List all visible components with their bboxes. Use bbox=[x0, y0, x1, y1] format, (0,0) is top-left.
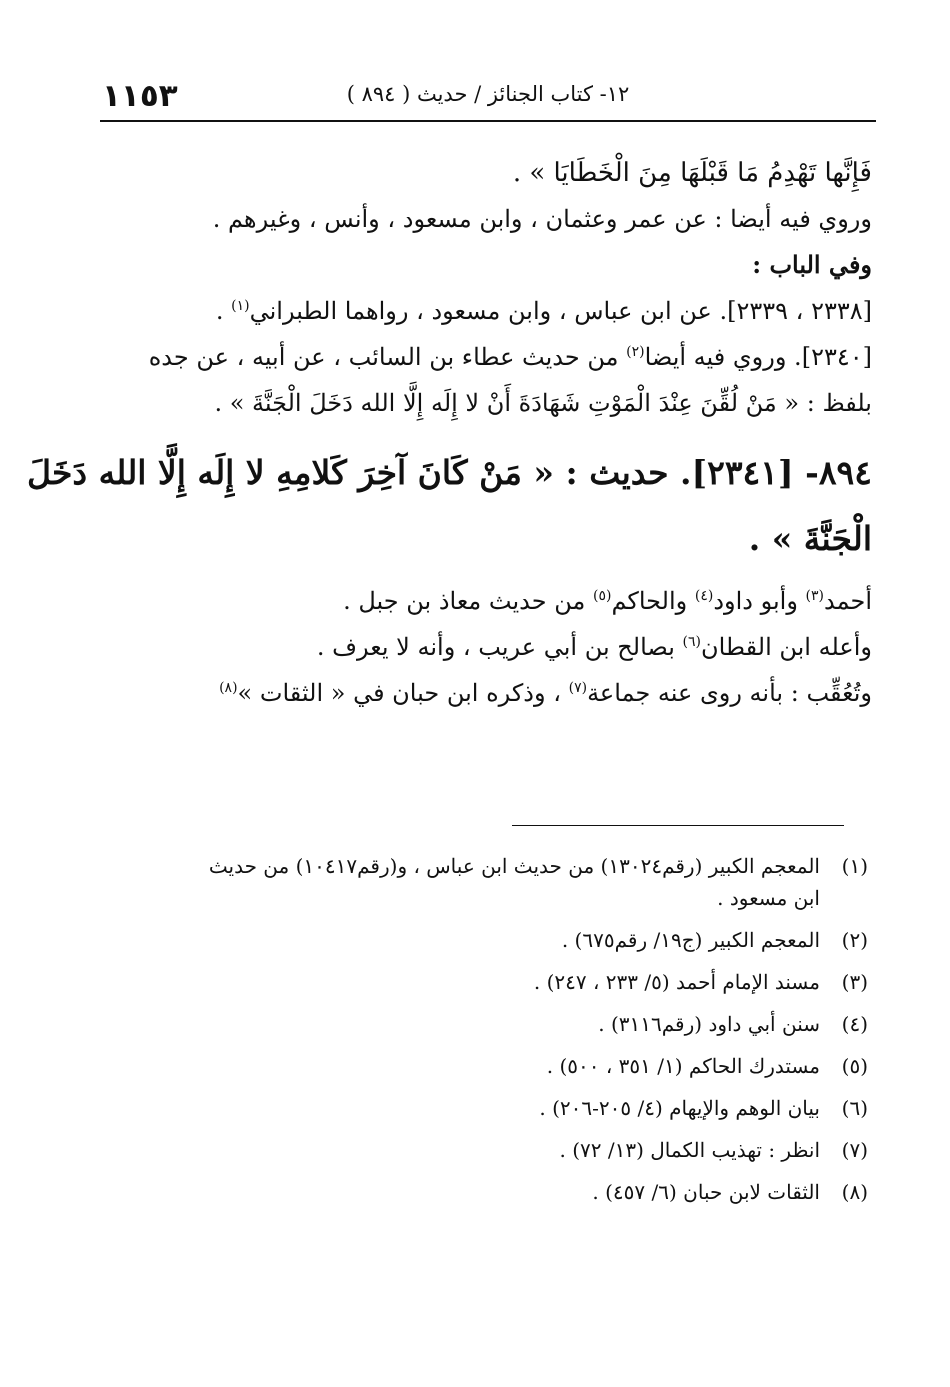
footnote-ref-4: (٤) bbox=[694, 588, 714, 604]
line-9-b: ، وذكره ابن حبان في « الثقات » bbox=[237, 679, 569, 707]
footnote-number: (٢) bbox=[841, 928, 868, 952]
line-9-a: وتُعُقِّب : بأنه روى عنه جماعة bbox=[587, 679, 872, 707]
footnote-number: (٧) bbox=[841, 1138, 868, 1162]
footnote-ref-5: (٥) bbox=[592, 588, 612, 604]
footnote-text: الثقات لابن حبان (٦/ ٤٥٧) . bbox=[592, 1180, 820, 1204]
footnote-text: المعجم الكبير (ج١٩/ رقم٦٧٥) . bbox=[561, 928, 820, 952]
page-header bbox=[100, 78, 876, 118]
line-4-end: . bbox=[215, 297, 232, 325]
footnote-5 bbox=[100, 1050, 868, 1082]
footnote-8 bbox=[100, 1176, 868, 1208]
page-number: ١١٥٣ bbox=[102, 78, 178, 114]
text-line-4 bbox=[100, 288, 872, 334]
text-line-1: فَإِنَّها تَهْدِمُ مَا قَبْلَهَا مِنَ الْخَطَايَا » . bbox=[512, 158, 872, 188]
footnote-4 bbox=[100, 1008, 868, 1040]
footnote-number: (١) bbox=[841, 854, 868, 878]
footnote-number: (٥) bbox=[841, 1054, 868, 1078]
footnote-text: مستدرك الحاكم (١/ ٣٥١ ، ٥٠٠) . bbox=[546, 1054, 820, 1078]
footnote-number: (٤) bbox=[841, 1012, 868, 1036]
running-title: ١٢- كتاب الجنائز / حديث ( ٨٩٤ ) bbox=[346, 82, 630, 106]
footnote-6 bbox=[100, 1092, 868, 1124]
footnote-3 bbox=[100, 966, 868, 998]
main-text bbox=[27, 150, 872, 716]
line-7-a: أحمد bbox=[824, 587, 872, 615]
footnote-separator bbox=[512, 825, 844, 826]
footnote-text: سنن أبي داود (رقم٣١١٦) . bbox=[598, 1012, 820, 1036]
text-line-5 bbox=[100, 334, 872, 380]
text-line-2: وروي فيه أيضا : عن عمر وعثمان ، وابن مسعود ، وأنس ، وغيرهم . bbox=[212, 205, 872, 233]
footnote-ref-1: (١) bbox=[231, 298, 250, 314]
text-line-6: بلفظ : « مَنْ لُقِّنَ عِنْدَ الْمَوْتِ شَهَادَةَ أَنْ لا إِلَه إِلَّا الله دَخَلَ الْجَنَّةَ » . bbox=[214, 389, 872, 417]
text-line-9 bbox=[100, 670, 872, 716]
footnote-number: (٦) bbox=[841, 1096, 868, 1120]
line-7-b: وأبو داود bbox=[713, 587, 806, 615]
footnote-ref-6: (٦) bbox=[682, 634, 701, 650]
line-7-c: والحاكم bbox=[611, 587, 695, 615]
footnote-text: بيان الوهم والإيهام (٤/ ٢٠٥-٢٠٦) . bbox=[539, 1096, 820, 1120]
line-8-a: وأعله ابن القطان bbox=[700, 633, 872, 661]
footnote-ref-2: (٢) bbox=[626, 344, 645, 360]
footnote-ref-8: (٨) bbox=[219, 680, 238, 696]
footnote-2 bbox=[100, 924, 868, 956]
footnote-text: انظر : تهذيب الكمال (١٣/ ٧٢) . bbox=[559, 1138, 820, 1162]
footnote-ref-7: (٧) bbox=[568, 680, 588, 696]
section-label: وفي الباب : bbox=[752, 250, 872, 279]
text-line-7 bbox=[100, 578, 872, 624]
footnote-7 bbox=[100, 1134, 868, 1166]
footnote-continuation: ابن مسعود . bbox=[717, 886, 820, 910]
footnote-ref-3: (٣) bbox=[805, 588, 825, 604]
hadith-heading-line-1: ٨٩٤- [٢٣٤١]. حديث : « مَنْ كَانَ آخِرَ كَلامِهِ لا إِلَه إِلَّا الله دَخَلَ bbox=[27, 453, 872, 492]
line-4-text: [٢٣٣٨ ، ٢٣٣٩]. عن ابن عباس ، وابن مسعود ، رواهما الطبراني bbox=[249, 297, 872, 325]
line-8-b: بصالح بن أبي عريب ، وأنه لا يعرف . bbox=[316, 633, 683, 661]
line-5-end: من حديث عطاء بن السائب ، عن أبيه ، عن جده bbox=[148, 343, 627, 371]
footnote-text: مسند الإمام أحمد (٥/ ٢٣٣ ، ٢٤٧) . bbox=[533, 970, 820, 994]
footnote-1 bbox=[100, 850, 868, 914]
line-5-text: [٢٣٤٠]. وروي فيه أيضا bbox=[644, 343, 872, 371]
footnote-number: (٨) bbox=[841, 1180, 868, 1204]
line-7-d: من حديث معاذ بن جبل . bbox=[343, 587, 593, 615]
header-rule bbox=[100, 120, 876, 122]
footnotes bbox=[100, 850, 868, 1218]
hadith-heading-line-2: الْجَنَّةَ » . bbox=[748, 519, 872, 558]
text-line-8 bbox=[100, 624, 872, 670]
footnote-text: المعجم الكبير (رقم١٣٠٢٤) من حديث ابن عباس ، و(رقم١٠٤١٧) من حديث bbox=[208, 854, 820, 878]
footnote-number: (٣) bbox=[841, 970, 868, 994]
